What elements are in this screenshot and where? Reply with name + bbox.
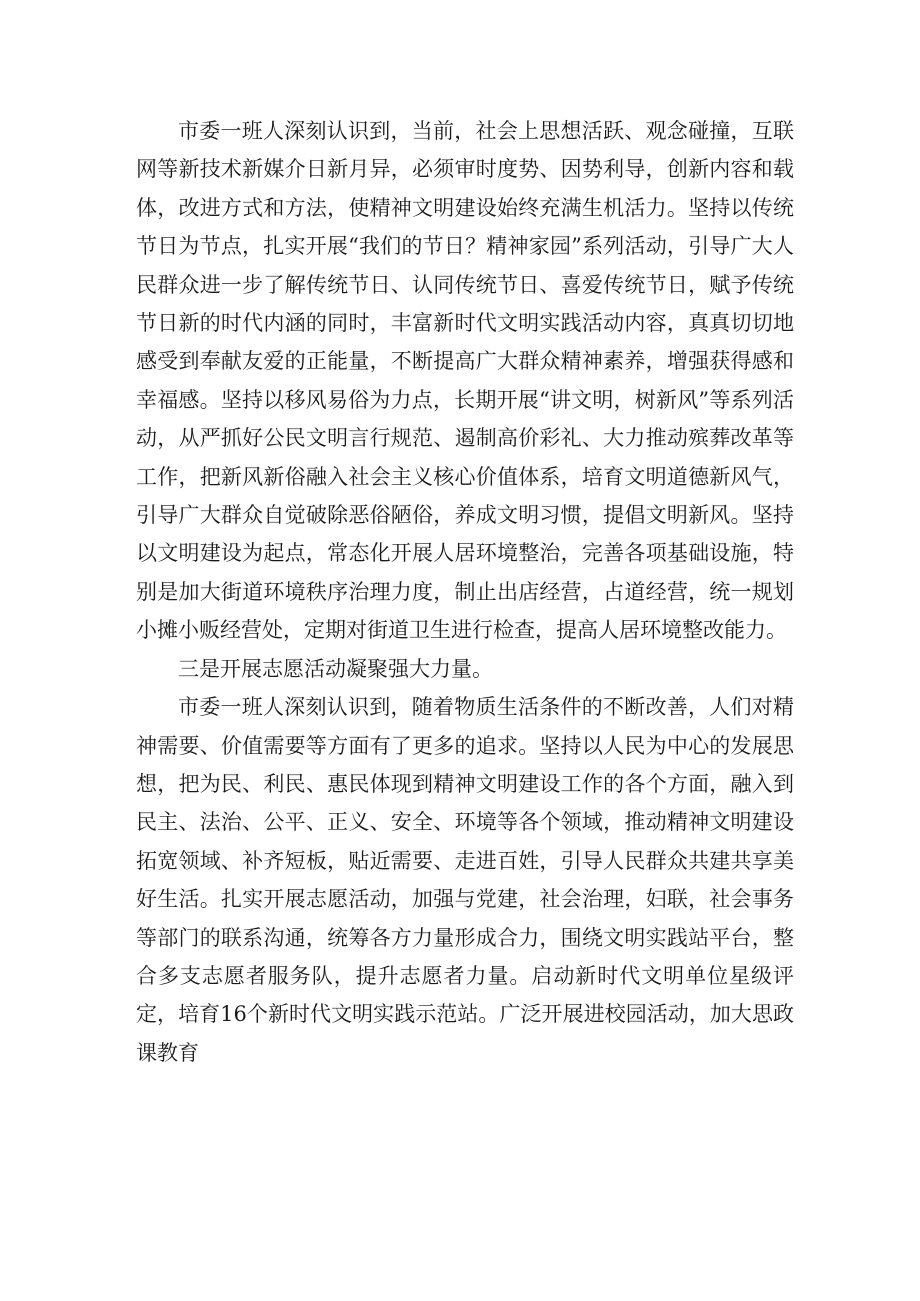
- paragraph-volunteer-activities: 市委一班人深刻认识到，随着物质生活条件的不断改善，人们对精神需要、价值需要等方面有了更多的追求。坚持以人民为中心的发展思想，把为民、利民、惠民体现到精神文明建设工作的各个方面，融入到民主、法治、公平、正义、安全、环境等各个领域，推动精神文明建设拓宽领域、补齐短板，贴近需要、走进百姓，引导人民群众共建共享美好生活。扎实开展志愿活动，加强与党建，社会治理，妇联，社会事务等部门的联系沟通，统筹各方力量形成合力，围绕文明实践站平台，整合多支志愿者服务队，提升志愿者力量。启动新时代文明单位星级评定，培育16个新时代文明实践示范站。广泛开展进校园活动，加大思政课教育: [136, 695, 794, 1065]
- document-body: [136, 112, 794, 1072]
- paragraph-civilization-innovation: 市委一班人深刻认识到，当前，社会上思想活跃、观念碰撞，互联网等新技术新媒介日新月异，必须审时度势、因势利导，创新内容和载体，改进方式和方法，使精神文明建设始终充满生机活力。坚持以传统节日为节点，扎实开展“我们的节日？精神家园”系列活动，引导广大人民群众进一步了解传统节日、认同传统节日、喜爱传统节日，赋予传统节日新的时代内涵的同时，丰富新时代文明实践活动内容，真真切切地感受到奉献友爱的正能量，不断提高广大群众精神素养，增强获得感和幸福感。坚持以移风易俗为力点，长期开展“讲文明，树新风”等系列活动，从严抓好公民文明言行规范、遏制高价彩礼、大力推动殡葬改革等工作，把新风新俗融入社会主义核心价值体系，培育文明道德新风气，引导广大群众自觉破除恶俗陋俗，养成文明习惯，提倡文明新风。坚持以文明建设为起点，常态化开展人居环境整治，完善各项基础设施，特别是加大街道环境秩序治理力度，制止出店经营，占道经营，统一规划小摊小贩经营处，定期对街道卫生进行检查，提高人居环境整改能力。: [136, 119, 794, 643]
- section-heading-volunteer: 三是开展志愿活动凝聚强大力量。: [178, 656, 493, 681]
